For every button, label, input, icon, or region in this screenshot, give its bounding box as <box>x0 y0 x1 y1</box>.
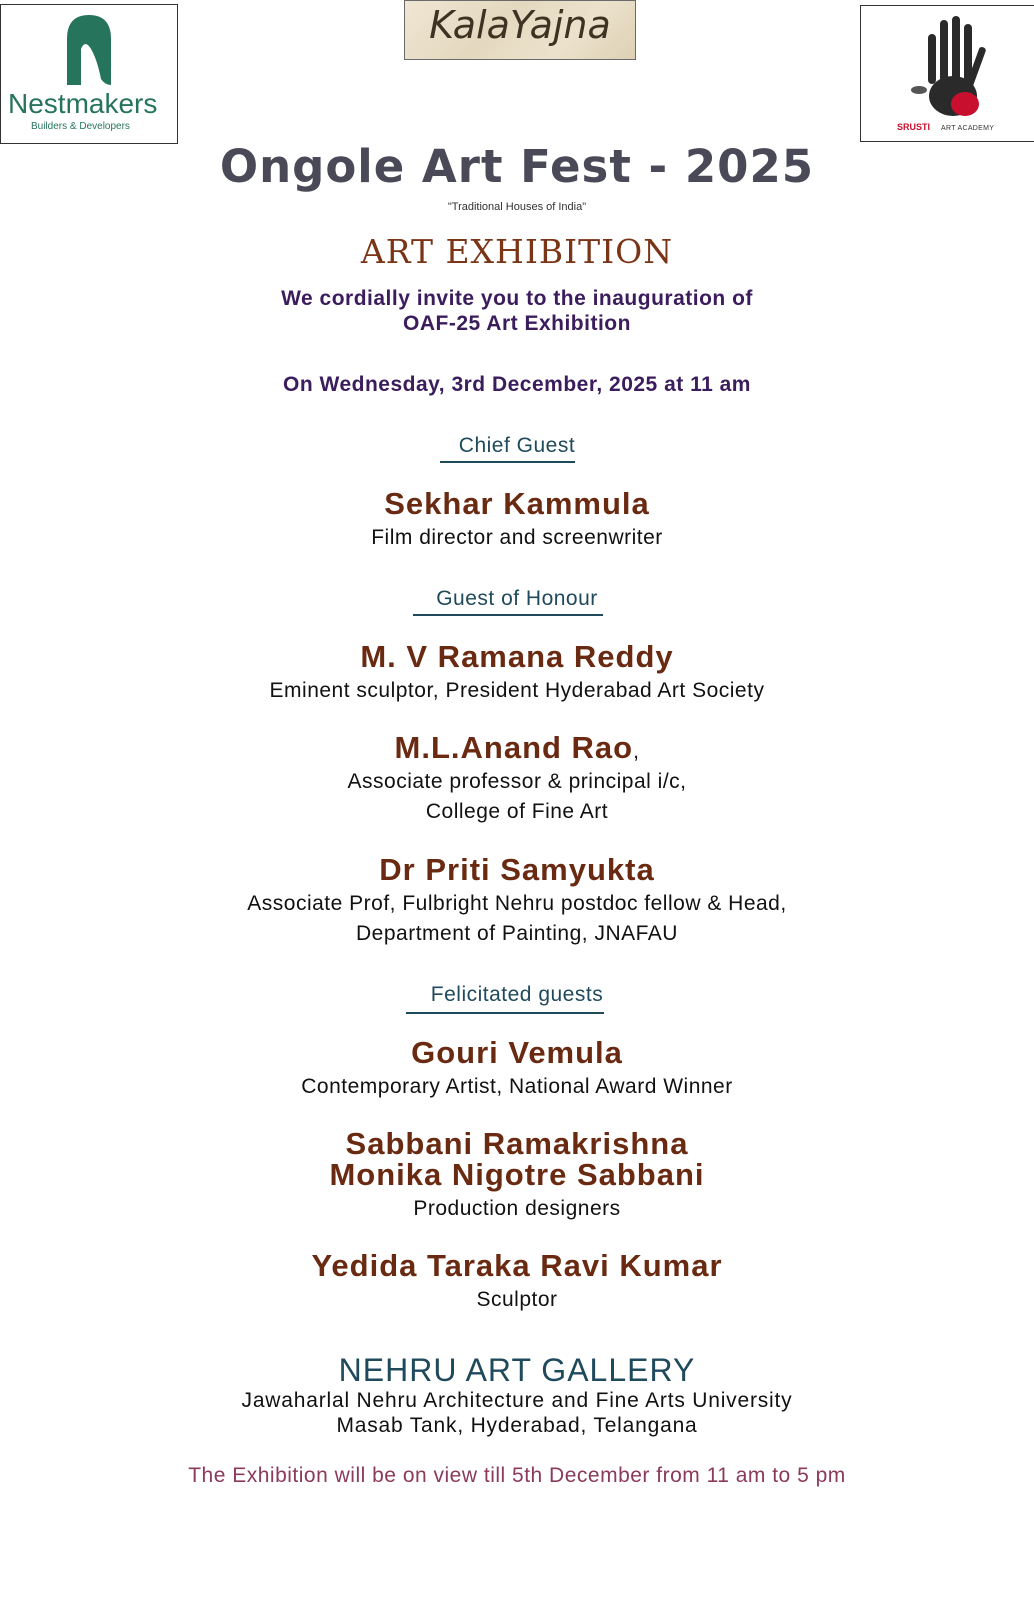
venue-address-line-2: Masab Tank, Hyderabad, Telangana <box>336 1414 698 1437</box>
chief-guest-underline <box>440 461 575 463</box>
honour-guest-role: Eminent sculptor, President Hyderabad Art Society <box>269 679 765 702</box>
srusti-logo <box>860 5 1034 142</box>
honour-guest-name-suffix: , <box>633 740 640 763</box>
handprint-icon <box>861 6 1034 143</box>
chief-guest-role: Film director and screenwriter <box>371 526 663 549</box>
honour-guest-name: M. V Ramana Reddy <box>360 639 674 674</box>
honour-guest-role-line-2: Department of Painting, JNAFAU <box>356 922 678 945</box>
kalayajna-logo <box>404 0 636 60</box>
felicitated-guest-name: Gouri Vemula <box>411 1035 623 1070</box>
srusti-brand: SRUSTI <box>897 122 931 132</box>
srusti-subtitle: ART ACADEMY <box>941 125 995 132</box>
event-date: On Wednesday, 3rd December, 2025 at 11 am <box>283 373 751 396</box>
page-title: Ongole Art Fest - 2025 <box>219 140 815 193</box>
section-chief-guest: Chief Guest <box>458 434 576 457</box>
felicitated-guest-name: Sabbani Ramakrishna <box>345 1126 689 1161</box>
honour-guest-role-line-2: College of Fine Art <box>425 800 609 823</box>
exhibition-heading: ART EXHIBITION <box>360 232 674 271</box>
section-guest-of-honour: Guest of Honour <box>436 587 598 610</box>
invite-line-1: We cordially invite you to the inauguration of <box>281 287 753 310</box>
felicitated-guest-name: Yedida Taraka Ravi Kumar <box>311 1248 723 1283</box>
felicitated-guest-role: Contemporary Artist, National Award Winner <box>301 1075 733 1098</box>
honour-guest-role: Associate Prof, Fulbright Nehru postdoc fellow & Head, <box>247 892 787 915</box>
chief-guest-name: Sekhar Kammula <box>384 486 650 521</box>
nestmakers-subtitle: Builders & Developers <box>31 121 130 132</box>
section-felicitated-guests: Felicitated guests <box>430 983 604 1006</box>
invite-line-2: OAF-25 Art Exhibition <box>403 312 631 335</box>
venue-address-line-1: Jawaharlal Nehru Architecture and Fine Arts University <box>241 1389 793 1412</box>
honour-guest-name: M.L.Anand Rao <box>394 730 634 765</box>
venue-name: NEHRU ART GALLERY <box>338 1352 696 1388</box>
felicitated-guest-role: Sculptor <box>476 1288 558 1311</box>
felicitated-guest-name-2: Monika Nigotre Sabbani <box>329 1157 705 1192</box>
honour-guest-name-row <box>0 730 1034 766</box>
guest-of-honour-underline <box>413 614 603 616</box>
tagline: "Traditional Houses of India" <box>447 201 587 213</box>
felicitated-underline <box>406 1012 604 1014</box>
exhibition-dates-note: The Exhibition will be on view till 5th December from 11 am to 5 pm <box>188 1464 846 1487</box>
honour-guest-role: Associate professor & principal i/c, <box>347 770 687 793</box>
kalayajna-text: KalaYajna <box>429 3 611 47</box>
honour-guest-name: Dr Priti Samyukta <box>379 852 655 887</box>
nestmakers-name: Nestmakers <box>8 88 158 119</box>
felicitated-guest-role: Production designers <box>413 1197 621 1220</box>
